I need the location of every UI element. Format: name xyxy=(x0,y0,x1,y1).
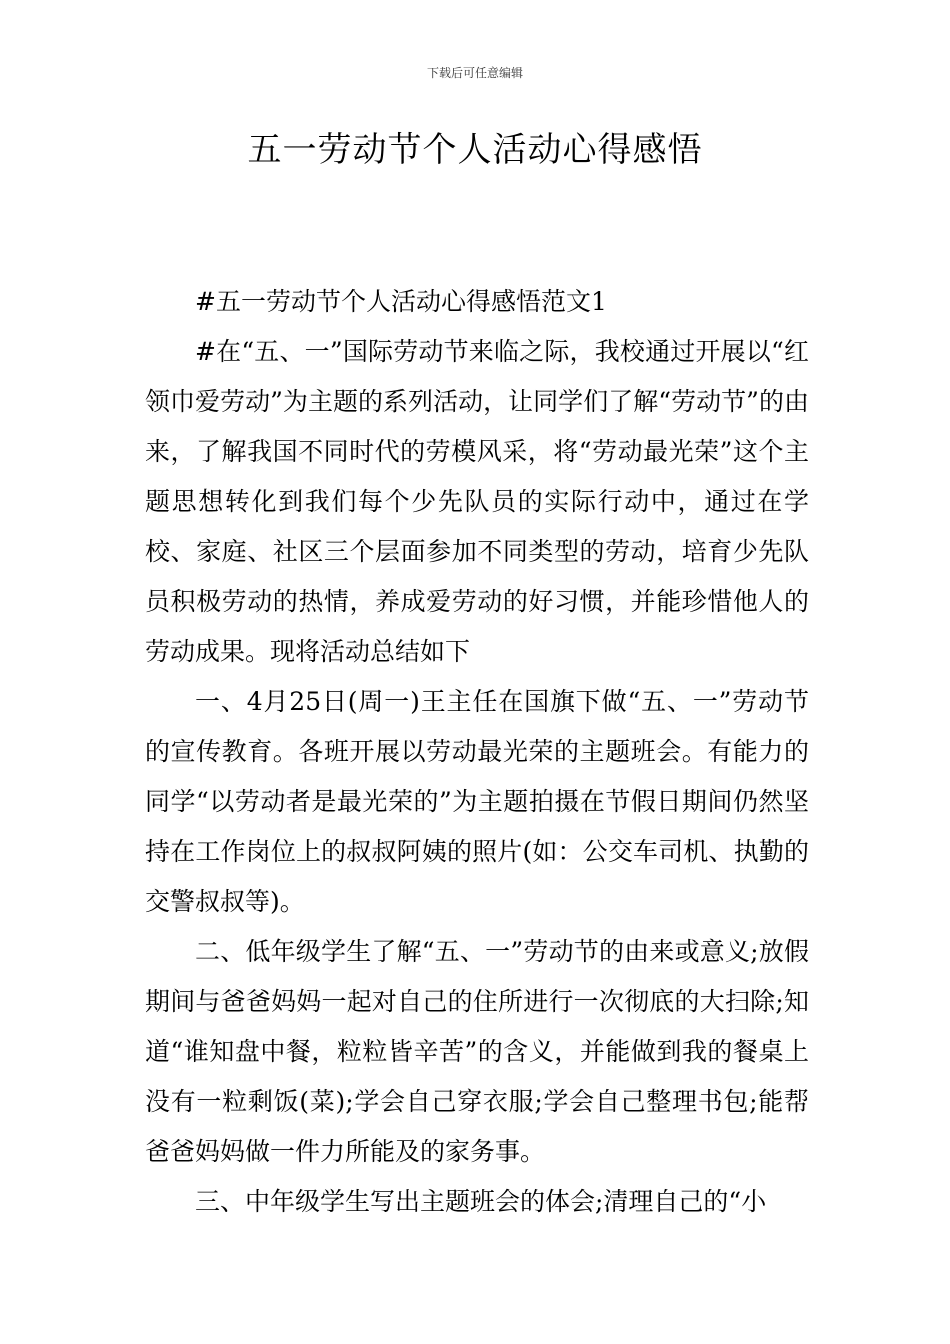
paragraph-intro: #在“五、一”国际劳动节来临之际，我校通过开展以“红领巾爱劳动”为主题的系列活动，让同学们了解“劳动节”的由来，了解我国不同时代的劳模风采，将“劳动最光荣”这个主题思想转化到我们每个少先队员的实际行动中，通过在学校、家庭、社区三个层面参加不同类型的劳动，培育少先队员积极劳动的热情，养成爱劳动的好习惯，并能珍惜他人的劳动成果。现将活动总结如下 xyxy=(145,337,809,666)
document-title: 五一劳动节个人活动心得感悟 xyxy=(247,130,703,170)
paragraph-item-3: 三、中年级学生写出主题班会的体会;清理自己的“小 xyxy=(195,1187,767,1216)
paragraph-subtitle: #五一劳动节个人活动心得感悟范文1 xyxy=(195,287,607,316)
header-note: 下载后可任意编辑 xyxy=(426,66,523,80)
document-body xyxy=(145,277,809,1227)
paragraph-item-1: 一、4月25日(周一)王主任在国旗下做“五、一”劳动节的宣传教育。各班开展以劳动最光荣的主题班会。有能力的同学“以劳动者是最光荣的”为主题拍摄在节假日期间仍然坚持在工作岗位上的叔叔阿姨的照片(如：公交车司机、执勤的交警叔叔等)。 xyxy=(145,687,809,916)
paragraph-item-2: 二、低年级学生了解“五、一”劳动节的由来或意义;放假期间与爸爸妈妈一起对自己的住所进行一次彻底的大扫除;知道“谁知盘中餐，粒粒皆辛苦”的含义，并能做到我的餐桌上没有一粒剩饭(菜);学会自己穿衣服;学会自己整理书包;能帮爸爸妈妈做一件力所能及的家务事。 xyxy=(145,937,809,1166)
